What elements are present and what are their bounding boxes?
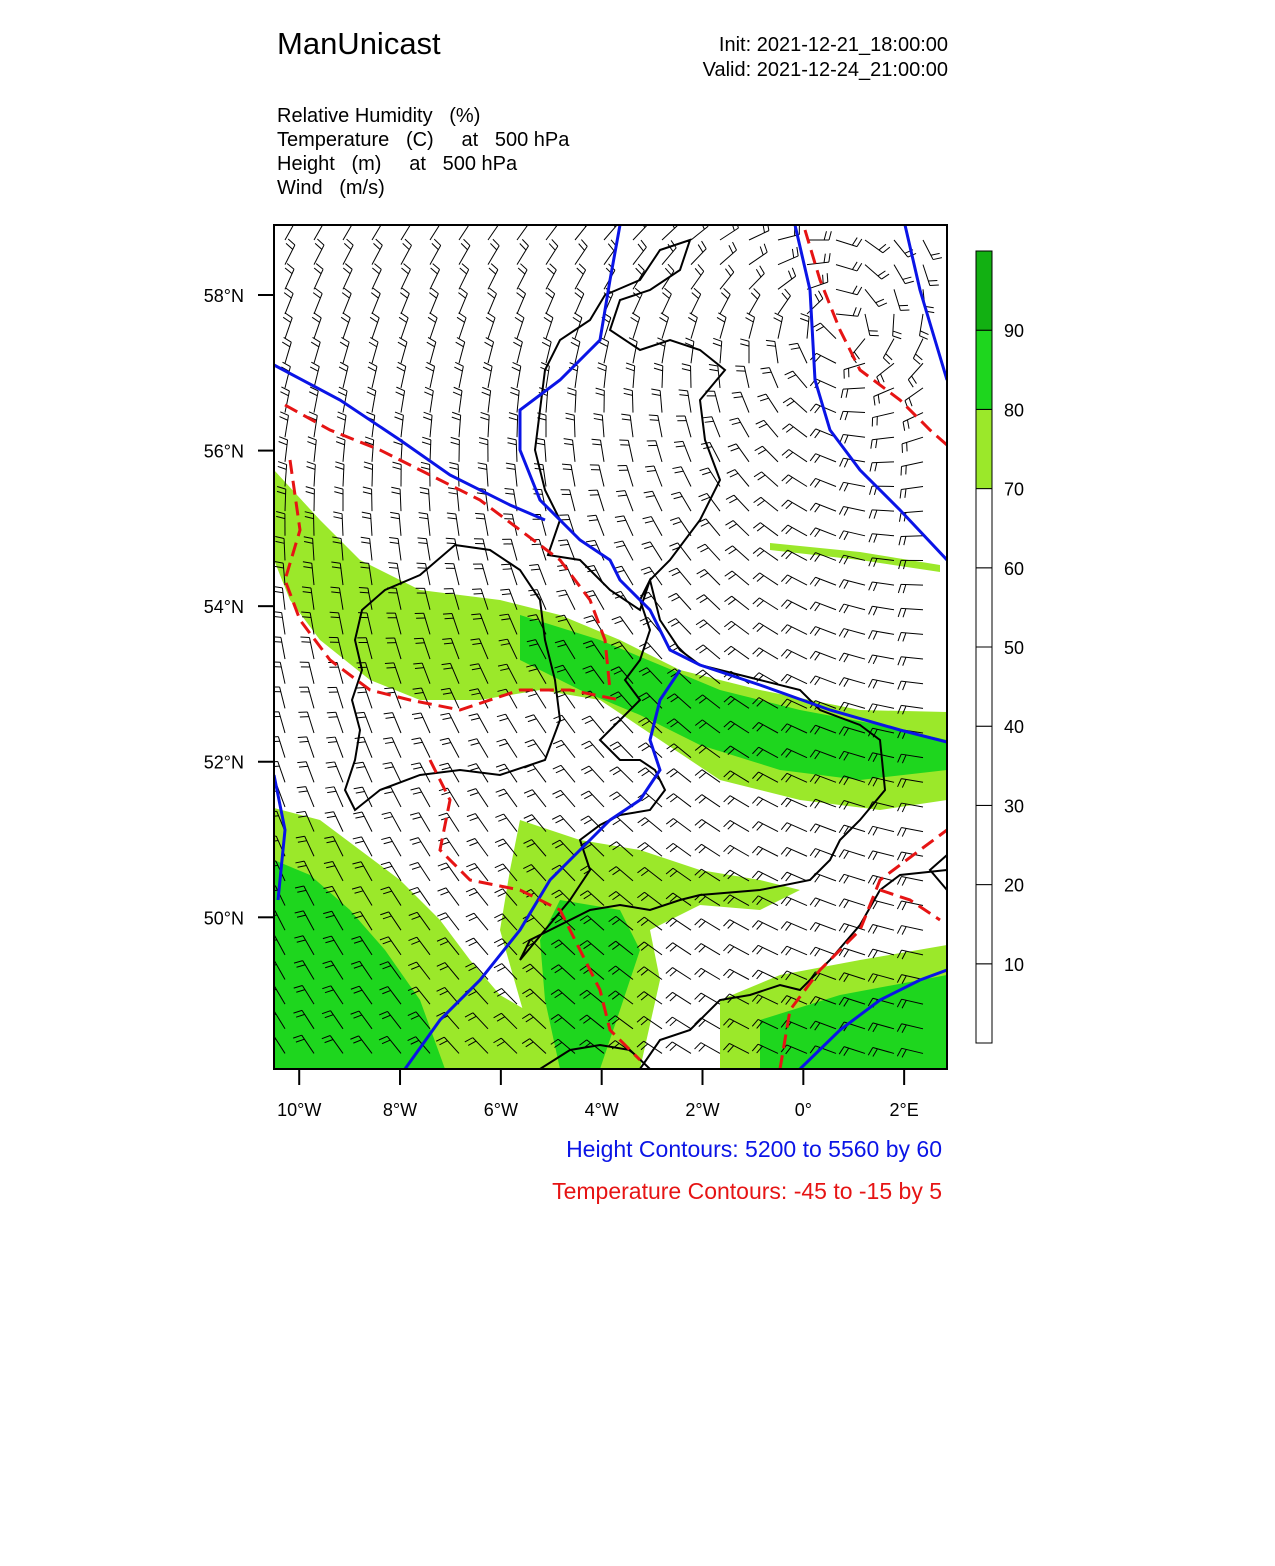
wind-barb-flag: [503, 569, 512, 570]
wind-barb-flag: [446, 538, 455, 539]
lat-tick-label: 58°N: [203, 286, 244, 307]
lat-tick-label: 50°N: [203, 908, 244, 929]
lat-tick-label: 56°N: [203, 441, 244, 462]
wind-barb-flag: [495, 215, 501, 222]
lat-tick-label: 52°N: [203, 752, 244, 773]
colorbar-segment: [976, 726, 992, 805]
wind-barb-flag: [613, 216, 618, 223]
model-title: ManUnicast: [277, 26, 441, 61]
lon-tick-label: 6°W: [483, 1100, 518, 1120]
wind-barb-flag: [583, 216, 588, 223]
wind-barb-flag: [356, 688, 365, 689]
wind-barb-flag: [823, 275, 824, 284]
wind-barb-flag: [386, 667, 395, 668]
colorbar-segment: [976, 805, 992, 884]
wind-barb-flag: [348, 215, 354, 221]
colorbar-label: 70: [1004, 479, 1025, 500]
wind-barb: [632, 391, 633, 413]
wind-barb: [517, 415, 518, 437]
wind-barb-flag: [330, 612, 339, 613]
humidity-colorbar: [976, 251, 1024, 1043]
wind-barb-flag: [357, 692, 366, 693]
wind-barb-flag: [436, 215, 442, 222]
lon-tick-label: 2°E: [889, 1100, 919, 1120]
wind-barb-flag: [447, 543, 456, 544]
wind-barb-flag: [265, 1010, 274, 1013]
colorbar-label: 90: [1004, 321, 1025, 342]
colorbar-label: 30: [1004, 796, 1025, 817]
wind-barb-flag: [827, 273, 828, 282]
colorbar-segment: [976, 568, 992, 647]
wind-barb-flag: [465, 215, 471, 222]
wind-barb-flag: [359, 587, 368, 588]
wind-barb-flag: [524, 215, 530, 222]
field-height: Height (m) at 500 hPa: [277, 153, 518, 175]
wind-barb-flag: [385, 663, 394, 664]
wind-barb-flag: [327, 712, 336, 713]
wind-barb-flag: [501, 564, 510, 565]
colorbar-segment: [976, 647, 992, 726]
wind-barb-flag: [331, 617, 340, 618]
lon-tick-label: 10°W: [277, 1100, 322, 1120]
wind-barb-flag: [650, 420, 659, 421]
wind-barb-flag: [554, 215, 560, 222]
init-time: Init: 2021-12-21_18:00:00: [718, 34, 948, 56]
colorbar-segment: [976, 330, 992, 409]
wind-barb-flag: [265, 985, 274, 987]
wind-barb: [372, 465, 373, 487]
wind-barb-flag: [289, 215, 295, 221]
lon-tick-label: 0°: [794, 1100, 812, 1120]
wind-barb-flag: [298, 737, 307, 738]
colorbar-label: 80: [1004, 400, 1025, 421]
colorbar-label: 20: [1004, 875, 1025, 896]
colorbar-segment: [976, 251, 992, 330]
colorbar-segment: [976, 964, 992, 1043]
lon-tick-label: 2°W: [685, 1100, 720, 1120]
temperature-contour-note: Temperature Contours: -45 to -15 by 5: [552, 1178, 942, 1204]
wind-barb-flag: [299, 741, 308, 742]
wind-barb-flag: [472, 589, 481, 590]
wind-barb-flag: [562, 464, 571, 465]
latitude-axis: [204, 286, 274, 928]
colorbar-label: 50: [1004, 638, 1025, 658]
wind-barb-flag: [414, 638, 423, 639]
wind-barb-flag: [319, 215, 325, 221]
wind-barb-flag: [649, 415, 658, 416]
wind-barb-flag: [443, 614, 452, 615]
wind-barb-flag: [265, 960, 274, 962]
lat-tick-label: 54°N: [203, 597, 244, 618]
height-contour-note: Height Contours: 5200 to 5560 by 60: [566, 1136, 942, 1162]
lon-tick-label: 8°W: [382, 1100, 418, 1120]
field-wind: Wind (m/s): [277, 177, 385, 199]
wind-barb-flag: [563, 469, 572, 470]
wind-barb-flag: [265, 1035, 274, 1038]
wind-barb-flag: [377, 215, 383, 221]
field-relative-humidity: Relative Humidity (%): [277, 105, 481, 127]
colorbar-segment: [976, 489, 992, 568]
wind-barb-flag: [674, 217, 678, 225]
field-temperature: Temperature (C) at 500 hPa: [277, 129, 570, 151]
wind-barb-flag: [416, 643, 425, 644]
wind-barb-flag: [474, 593, 483, 594]
valid-time: Valid: 2021-12-24_21:00:00: [702, 59, 948, 81]
wind-barb-flag: [406, 215, 412, 222]
wind-barb-flag: [328, 717, 337, 718]
colorbar-label: 40: [1004, 717, 1025, 738]
colorbar-label: 10: [1004, 954, 1025, 975]
colorbar-segment: [976, 885, 992, 964]
longitude-axis: [277, 1069, 919, 1120]
wind-barb-flag: [445, 618, 454, 619]
wind-barb-flag: [360, 592, 369, 593]
lon-tick-label: 4°W: [584, 1100, 619, 1120]
wind-barb: [313, 514, 314, 536]
colorbar-segment: [976, 409, 992, 488]
wind-barb-flag: [643, 216, 648, 224]
colorbar-label: 60: [1004, 558, 1025, 579]
